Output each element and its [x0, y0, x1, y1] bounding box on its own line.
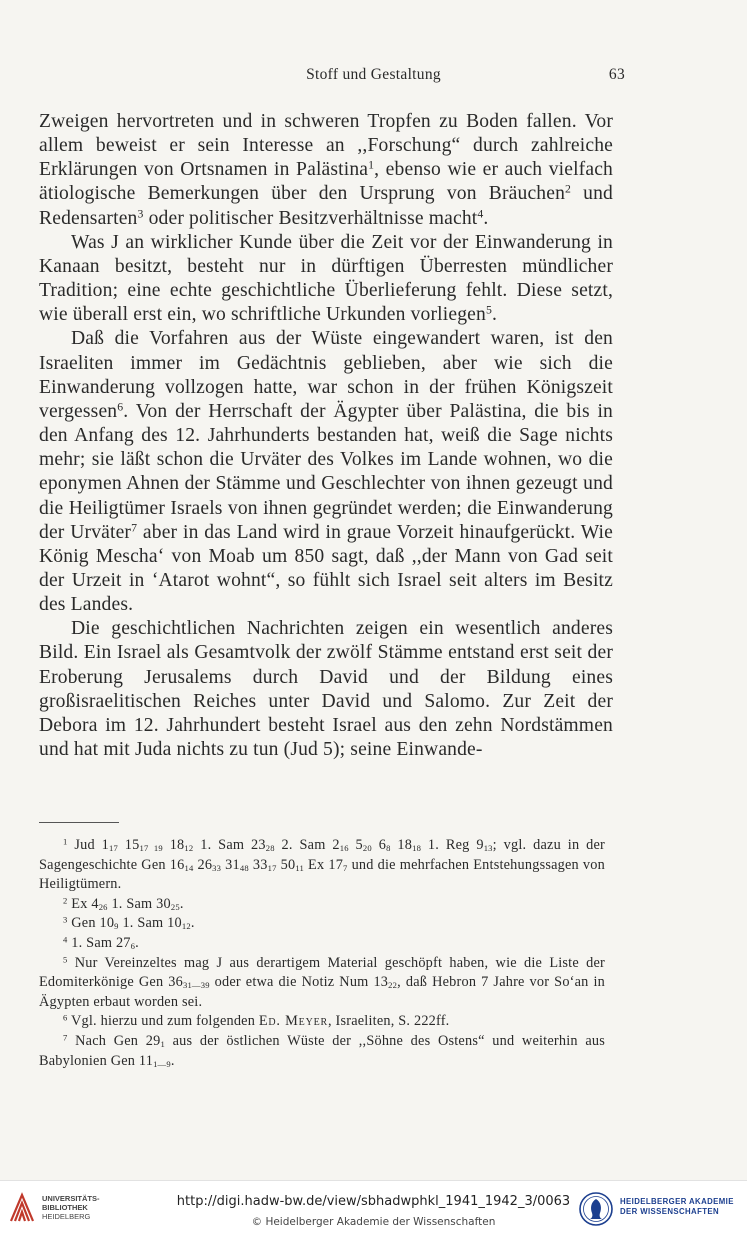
footnote-6 — [39, 1012, 605, 1032]
fn-text: Ex 17 — [304, 856, 344, 873]
fn-sub: 25 — [170, 901, 180, 912]
text-run: . Von der Herrschaft der Ägypter über Palästina, die bis in den Anfang des 12. Jahrhunderts bestanden hat, weiß die Sage nichts mehr; sie läßt schon die Urväter des Volkes im Lande wohnen, wo die eponymen Ahnen der Stämme und Geschlechter von ihnen gezeugt und die Heiligtümer Israels von ihnen gegründet werden; die Einwanderung der Urväter — [39, 400, 613, 543]
fn-text: 1. Sam 23 — [193, 837, 266, 853]
paragraph-1 — [39, 110, 613, 231]
footnotes — [39, 836, 605, 1071]
fn-text: . — [135, 934, 139, 951]
footnote-mark: 6 — [63, 1012, 68, 1023]
text-run: Daß die Vorfahren aus der Wüste eingewandert waren, ist den Israeliten immer im Gedächtnis geblieben, aber wie sich die Einwanderung vollzogen hatte, war schon in der frühen Königszeit vergessen — [39, 328, 613, 422]
fn-text: 2. Sam 2 — [274, 837, 340, 853]
fn-sub: 13 — [483, 843, 493, 854]
footnote-divider — [39, 822, 119, 823]
viewer-footer — [0, 1180, 747, 1234]
main-text — [39, 110, 613, 762]
footnote-mark: 1 — [63, 836, 68, 847]
footnote-mark: 2 — [63, 895, 68, 906]
fn-text: 6 — [371, 837, 387, 853]
fn-text: Nur Vereinzeltes mag J aus derartigem Material geschöpft haben, wie die Liste der Edomiterkönige Gen 36 — [39, 954, 605, 991]
fn-sub: 17 — [108, 843, 118, 854]
fn-sub: 1 — [160, 1039, 165, 1050]
footnote-ref: 3 — [137, 207, 144, 221]
author-name: Ed. Meyer — [258, 1013, 328, 1030]
fn-sub: 31—39 — [182, 980, 210, 991]
footnote-7 — [39, 1032, 605, 1071]
text-run: . — [491, 304, 498, 326]
fn-sub: 14 — [184, 862, 194, 873]
text-run: aber in das Land wird in graue Vorzeit hinaufgerückt. Wie König Mescha‘ von Moab um 850 sagt, daß ,,der Mann von Gad seit der Urzeit in ‘Atarot wohnt“, so fühlt sich Israel seit alters im Besitz des Landes. — [39, 521, 613, 616]
paragraph-4: Die geschichtlichen Nachrichten zeigen ein wesentlich anderes Bild. Ein Israel als Gesamtvolk der zwölf Stämme entstand erst seit der Eroberung Jerusalems durch David und der Bildung eines großisraelitischen Reiches unter David und Salomo. Zur Zeit der Debora im 12. Jahrhundert besteht Israel aus den zehn Nordstämmen und hat mit Juda nichts zu tun (Jud 5); seine Einwande- — [39, 618, 613, 761]
text-run: , ebenso wie er auch vielfach ätiologische Bemerkungen über den Ursprung von Bräuchen — [39, 159, 613, 205]
fn-sub: 1—9 — [153, 1058, 171, 1069]
copyright-notice: © Heidelberger Akademie der Wissenschaften — [251, 1216, 496, 1228]
fn-text: 1. Sam 30 — [107, 895, 171, 912]
footnote-mark: 4 — [63, 934, 68, 945]
fn-sub: 11 — [295, 862, 304, 873]
fn-text: 26 — [193, 856, 213, 873]
fn-text: 33 — [248, 856, 268, 873]
fn-text: Nach Gen 29 — [67, 1032, 161, 1049]
fn-text: 50 — [276, 856, 296, 873]
text-run: . — [483, 207, 489, 229]
fn-sub: 7 — [343, 862, 348, 873]
fn-text: 5 — [348, 837, 363, 853]
logo-line: HEIDELBERGER AKADEMIE — [620, 1197, 734, 1206]
fn-sub: 16 — [339, 843, 349, 854]
footnote-mark: 3 — [63, 914, 68, 925]
fn-text: Vgl. hierzu und zum folgenden — [67, 1013, 259, 1030]
text-run: und Redensarten — [39, 183, 614, 229]
fn-text: ; vgl. dazu in der Sagengeschichte Gen 16 — [39, 837, 605, 873]
fn-sub: 9 — [114, 921, 119, 932]
text-run: Was J an wirklicher Kunde über die Zeit vor der Einwanderung in Kanaan besitzt, besteht nur in dürftigen Überresten mündlicher Tradition; eine echte geschichtliche Überlieferung fehlt. Diese setzt, wie überall erst ein, wo schriftliche Urkunden vorliegen — [39, 231, 613, 326]
running-title: Stoff und Gestaltung — [306, 66, 441, 83]
fn-text: 1. Reg 9 — [421, 837, 484, 853]
fn-sub: 26 — [98, 901, 108, 912]
footnote-2 — [39, 895, 605, 915]
footnote-1 — [39, 836, 605, 895]
fn-text: . — [170, 1052, 175, 1069]
fn-sub: 12 — [184, 843, 194, 854]
footnote-mark: 5 — [63, 953, 68, 964]
fn-text: . — [179, 895, 184, 912]
footnote-ref: 5 — [485, 303, 492, 317]
footnote-5 — [39, 954, 605, 1013]
paragraph-3 — [39, 327, 613, 617]
fn-text: . — [190, 915, 195, 932]
footnote-mark: 7 — [63, 1032, 68, 1043]
permalink[interactable]: http://digi.hadw-bw.de/view/sbhadwphkl_1941_1942_3/0063 — [176, 1194, 571, 1209]
fn-sub: 33 — [212, 862, 222, 873]
fn-text: 18 — [162, 837, 185, 853]
fn-text: oder etwa die Notiz Num 13 — [209, 974, 389, 991]
fn-text: Ex 4 — [67, 895, 99, 912]
fn-text: , Israeliten, S. 222ff. — [327, 1013, 450, 1030]
footnote-4 — [39, 934, 605, 954]
fn-sub: 22 — [388, 980, 398, 991]
fn-text: 15 — [117, 837, 140, 853]
logo-line: UNIVERSITÄTS- — [42, 1194, 100, 1203]
footnote-ref: 6 — [117, 400, 124, 414]
fn-text: aus der östlichen Wüste der ,,Söhne des Ostens“ und weiterhin aus Babylonien Gen 11 — [39, 1032, 605, 1069]
footnote-ref: 1 — [368, 158, 375, 172]
fn-text: 1. Sam 10 — [118, 915, 182, 932]
footnote-ref: 4 — [477, 207, 484, 221]
footnote-ref: 2 — [565, 183, 572, 197]
academy-name — [620, 1197, 734, 1217]
footnote-3 — [39, 914, 605, 934]
running-head — [0, 66, 747, 90]
fn-text: Gen 10 — [67, 915, 115, 932]
academy-logo-icon — [578, 1191, 614, 1227]
text-run: Zweigen hervortreten und in schweren Tropfen zu Boden fallen. Vor allem beweist er sein Interesse an ,,Forschung“ durch zahlreiche Erklärungen von Ortsnamen in Palästina — [39, 111, 613, 181]
fn-sub: 17 19 — [139, 843, 163, 854]
fn-text: 1. Sam 27 — [67, 934, 131, 951]
fn-sub: 6 — [130, 941, 136, 952]
fn-text: Jud 1 — [67, 837, 109, 853]
fn-text: und die mehrfachen Entstehungssagen von Heiligtümern. — [39, 856, 605, 893]
fn-text: 31 — [221, 856, 240, 873]
paragraph-2 — [39, 231, 613, 328]
text-run: oder politischer Besitzverhältnisse macht — [143, 207, 478, 229]
page-number: 63 — [608, 66, 625, 83]
fn-sub: 18 — [412, 843, 422, 854]
footnote-ref: 7 — [131, 521, 138, 535]
logo-line: BIBLIOTHEK — [42, 1203, 88, 1212]
fn-sub: 17 — [267, 862, 277, 873]
fn-text: 18 — [390, 837, 413, 853]
logo-line: DER WISSENSCHAFTEN — [620, 1207, 720, 1216]
fn-sub: 48 — [239, 862, 249, 873]
fn-sub: 8 — [386, 843, 391, 854]
fn-sub: 12 — [181, 921, 191, 932]
fn-sub: 28 — [265, 843, 275, 854]
fn-text: , daß Hebron 7 Jahre vor So‘an in Ägypten erbaut worden sei. — [39, 974, 606, 1010]
logo-line: HEIDELBERG — [42, 1212, 91, 1221]
fn-sub: 20 — [362, 843, 372, 854]
